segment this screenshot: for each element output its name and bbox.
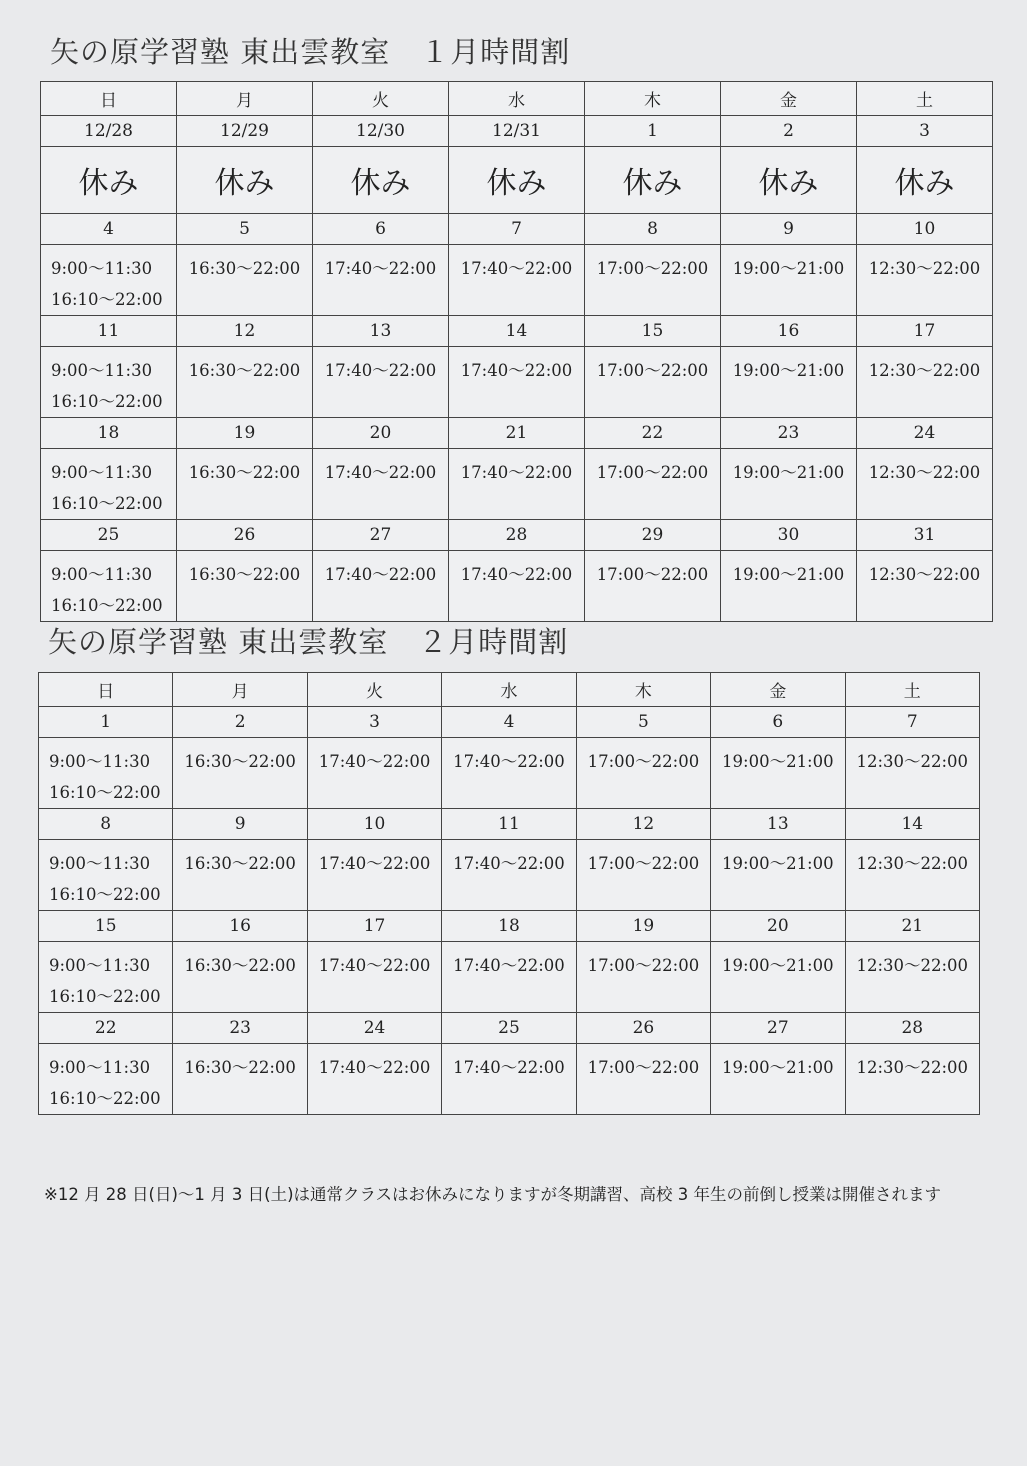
- date-cell: 25: [442, 1013, 576, 1044]
- date-cell: 11: [442, 809, 576, 840]
- time-slot: 19:00〜21:00: [722, 956, 834, 975]
- time-slot: 17:40〜22:00: [324, 565, 437, 584]
- schedule-cell: [307, 840, 441, 911]
- time-slot: 17:40〜22:00: [324, 361, 437, 380]
- date-cell: 21: [845, 911, 979, 942]
- time-slot: 9:00〜11:30: [51, 565, 153, 584]
- time-slot: 17:00〜22:00: [596, 463, 709, 482]
- date-cell: 1: [39, 707, 173, 738]
- schedule-cell: [711, 840, 845, 911]
- weekday-header: 金: [721, 82, 857, 116]
- schedule-cell: [845, 738, 979, 809]
- date-cell: 12/30: [313, 116, 449, 147]
- date-cell: 6: [711, 707, 845, 738]
- time-slot: 休み: [894, 166, 955, 201]
- date-cell: 20: [313, 418, 449, 449]
- time-slot: 19:00〜21:00: [722, 1058, 834, 1077]
- schedule-cell: [173, 942, 307, 1013]
- weekday-header: 木: [585, 82, 721, 116]
- date-cell: 7: [449, 214, 585, 245]
- time-slot: 16:30〜22:00: [184, 1058, 296, 1077]
- time-slot: 16:30〜22:00: [188, 463, 301, 482]
- schedule-cell: [857, 245, 993, 316]
- date-cell: 13: [313, 316, 449, 347]
- schedule-cell: [41, 449, 177, 520]
- schedule-row: [41, 551, 993, 622]
- schedule-cell: [449, 449, 585, 520]
- date-cell: 7: [845, 707, 979, 738]
- holiday-cell: [313, 147, 449, 214]
- date-cell: 10: [307, 809, 441, 840]
- date-cell: 15: [39, 911, 173, 942]
- date-cell: 6: [313, 214, 449, 245]
- time-slot: 17:40〜22:00: [460, 259, 573, 278]
- date-cell: 18: [41, 418, 177, 449]
- time-slot: 19:00〜21:00: [722, 854, 834, 873]
- time-slot: 19:00〜21:00: [732, 259, 845, 278]
- weekday-header: 土: [857, 82, 993, 116]
- date-cell: 2: [173, 707, 307, 738]
- schedule-cell: [442, 942, 576, 1013]
- date-cell: 8: [585, 214, 721, 245]
- time-slot: 12:30〜22:00: [856, 1058, 969, 1077]
- date-cell: 12/28: [41, 116, 177, 147]
- time-slot: 休み: [622, 166, 683, 201]
- time-slot: 16:10〜22:00: [51, 290, 163, 309]
- time-slot: 17:40〜22:00: [318, 752, 431, 771]
- schedule-cell: [857, 347, 993, 418]
- time-slot: 12:30〜22:00: [868, 565, 981, 584]
- date-cell: 23: [173, 1013, 307, 1044]
- time-slot: 17:00〜22:00: [587, 752, 700, 771]
- january-timetable: [40, 81, 993, 622]
- schedule-row: [39, 738, 980, 809]
- time-slot: 12:30〜22:00: [868, 361, 981, 380]
- time-slot: 9:00〜11:30: [49, 1058, 151, 1077]
- time-slot: 19:00〜21:00: [732, 361, 845, 380]
- date-cell: 13: [711, 809, 845, 840]
- schedule-cell: [177, 449, 313, 520]
- date-row: [39, 1013, 980, 1044]
- date-cell: 16: [173, 911, 307, 942]
- date-cell: 3: [307, 707, 441, 738]
- time-slot: 16:10〜22:00: [49, 885, 161, 904]
- time-slot: 17:40〜22:00: [453, 956, 565, 975]
- date-cell: 9: [173, 809, 307, 840]
- schedule-cell: [313, 347, 449, 418]
- date-cell: 12/29: [177, 116, 313, 147]
- weekday-header: 日: [39, 673, 173, 707]
- date-cell: 9: [721, 214, 857, 245]
- time-slot: 17:40〜22:00: [453, 1058, 565, 1077]
- weekday-header: 火: [307, 673, 441, 707]
- schedule-cell: [585, 449, 721, 520]
- weekday-header: 月: [173, 673, 307, 707]
- time-slot: 12:30〜22:00: [868, 463, 981, 482]
- schedule-row: [41, 147, 993, 214]
- time-slot: 9:00〜11:30: [51, 259, 153, 278]
- time-slot: 16:30〜22:00: [188, 259, 301, 278]
- date-cell: 20: [711, 911, 845, 942]
- date-cell: 19: [177, 418, 313, 449]
- schedule-row: [41, 347, 993, 418]
- time-slot: 休み: [758, 166, 819, 201]
- time-slot: 17:40〜22:00: [318, 1058, 431, 1077]
- schedule-cell: [711, 1044, 845, 1115]
- time-slot: 16:10〜22:00: [49, 987, 161, 1006]
- schedule-cell: [576, 840, 710, 911]
- time-slot: 17:00〜22:00: [587, 956, 700, 975]
- date-cell: 17: [857, 316, 993, 347]
- schedule-cell: [442, 738, 576, 809]
- february-title: 矢の原学習塾 東出雲教室 ２月時間割: [48, 625, 569, 659]
- date-cell: 1: [585, 116, 721, 147]
- time-slot: 16:10〜22:00: [51, 596, 163, 615]
- schedule-cell: [449, 347, 585, 418]
- schedule-cell: [845, 942, 979, 1013]
- schedule-cell: [313, 245, 449, 316]
- weekday-header: 木: [576, 673, 710, 707]
- weekday-header: 水: [449, 82, 585, 116]
- date-cell: 5: [177, 214, 313, 245]
- schedule-cell: [313, 551, 449, 622]
- date-cell: 14: [845, 809, 979, 840]
- date-cell: 10: [857, 214, 993, 245]
- date-cell: 18: [442, 911, 576, 942]
- time-slot: 16:30〜22:00: [188, 361, 301, 380]
- time-slot: 17:40〜22:00: [318, 956, 431, 975]
- date-cell: 22: [39, 1013, 173, 1044]
- time-slot: 17:40〜22:00: [460, 463, 573, 482]
- february-timetable: [38, 672, 980, 1115]
- time-slot: 休み: [78, 166, 139, 201]
- schedule-cell: [41, 551, 177, 622]
- schedule-cell: [857, 551, 993, 622]
- date-cell: 28: [449, 520, 585, 551]
- date-cell: 12: [177, 316, 313, 347]
- date-cell: 4: [442, 707, 576, 738]
- date-cell: 21: [449, 418, 585, 449]
- date-cell: 26: [177, 520, 313, 551]
- date-cell: 22: [585, 418, 721, 449]
- time-slot: 16:10〜22:00: [51, 392, 163, 411]
- time-slot: 16:10〜22:00: [51, 494, 163, 513]
- schedule-row: [39, 942, 980, 1013]
- time-slot: 休み: [486, 166, 547, 201]
- time-slot: 休み: [214, 166, 275, 201]
- schedule-cell: [173, 840, 307, 911]
- time-slot: 17:00〜22:00: [596, 361, 709, 380]
- date-cell: 19: [576, 911, 710, 942]
- schedule-row: [39, 840, 980, 911]
- date-cell: 30: [721, 520, 857, 551]
- time-slot: 17:40〜22:00: [460, 565, 573, 584]
- schedule-cell: [449, 551, 585, 622]
- weekday-header: 日: [41, 82, 177, 116]
- weekday-header: 月: [177, 82, 313, 116]
- date-cell: 28: [845, 1013, 979, 1044]
- time-slot: 12:30〜22:00: [856, 752, 969, 771]
- holiday-cell: [721, 147, 857, 214]
- weekday-header: 土: [845, 673, 979, 707]
- date-cell: 2: [721, 116, 857, 147]
- schedule-cell: [173, 1044, 307, 1115]
- schedule-cell: [585, 551, 721, 622]
- date-row: [39, 911, 980, 942]
- schedule-cell: [307, 942, 441, 1013]
- weekday-header: 金: [711, 673, 845, 707]
- schedule-cell: [721, 245, 857, 316]
- schedule-cell: [177, 551, 313, 622]
- date-cell: 16: [721, 316, 857, 347]
- time-slot: 16:10〜22:00: [49, 783, 161, 802]
- schedule-cell: [39, 1044, 173, 1115]
- schedule-cell: [576, 942, 710, 1013]
- time-slot: 17:00〜22:00: [587, 1058, 700, 1077]
- schedule-row: [41, 245, 993, 316]
- date-row: [41, 520, 993, 551]
- date-row: [41, 214, 993, 245]
- date-cell: 26: [576, 1013, 710, 1044]
- date-cell: 12/31: [449, 116, 585, 147]
- footnote: ※12 月 28 日(日)〜1 月 3 日(土)は通常クラスはお休みになりますが冬期講習、高校 3 年生の前倒し授業は開催されます: [44, 1185, 942, 1204]
- schedule-cell: [721, 551, 857, 622]
- holiday-cell: [177, 147, 313, 214]
- time-slot: 17:40〜22:00: [460, 361, 573, 380]
- time-slot: 12:30〜22:00: [856, 854, 969, 873]
- date-cell: 4: [41, 214, 177, 245]
- date-row: [41, 116, 993, 147]
- schedule-cell: [585, 245, 721, 316]
- time-slot: 16:30〜22:00: [184, 752, 296, 771]
- schedule-cell: [711, 738, 845, 809]
- schedule-cell: [177, 245, 313, 316]
- schedule-cell: [173, 738, 307, 809]
- date-cell: 17: [307, 911, 441, 942]
- date-row: [39, 809, 980, 840]
- schedule-row: [39, 1044, 980, 1115]
- date-row: [41, 418, 993, 449]
- schedule-cell: [39, 738, 173, 809]
- date-cell: 24: [857, 418, 993, 449]
- schedule-cell: [307, 738, 441, 809]
- weekday-header-row: [41, 82, 993, 116]
- schedule-cell: [857, 449, 993, 520]
- time-slot: 16:30〜22:00: [184, 854, 296, 873]
- time-slot: 12:30〜22:00: [856, 956, 969, 975]
- time-slot: 9:00〜11:30: [51, 361, 153, 380]
- time-slot: 17:00〜22:00: [596, 565, 709, 584]
- date-row: [39, 707, 980, 738]
- schedule-cell: [177, 347, 313, 418]
- holiday-cell: [449, 147, 585, 214]
- schedule-cell: [449, 245, 585, 316]
- date-cell: 29: [585, 520, 721, 551]
- date-cell: 27: [313, 520, 449, 551]
- time-slot: 19:00〜21:00: [732, 565, 845, 584]
- time-slot: 16:30〜22:00: [184, 956, 296, 975]
- time-slot: 17:40〜22:00: [324, 463, 437, 482]
- january-title: 矢の原学習塾 東出雲教室 １月時間割: [50, 35, 571, 69]
- schedule-cell: [41, 245, 177, 316]
- schedule-cell: [313, 449, 449, 520]
- time-slot: 16:30〜22:00: [188, 565, 301, 584]
- schedule-cell: [845, 840, 979, 911]
- holiday-cell: [857, 147, 993, 214]
- date-cell: 31: [857, 520, 993, 551]
- schedule-cell: [307, 1044, 441, 1115]
- schedule-cell: [39, 840, 173, 911]
- schedule-cell: [721, 347, 857, 418]
- schedule-cell: [585, 347, 721, 418]
- date-cell: 5: [576, 707, 710, 738]
- schedule-cell: [721, 449, 857, 520]
- date-cell: 12: [576, 809, 710, 840]
- time-slot: 休み: [350, 166, 411, 201]
- time-slot: 9:00〜11:30: [51, 463, 153, 482]
- time-slot: 17:40〜22:00: [318, 854, 431, 873]
- date-cell: 15: [585, 316, 721, 347]
- time-slot: 19:00〜21:00: [722, 752, 834, 771]
- time-slot: 12:30〜22:00: [868, 259, 981, 278]
- time-slot: 17:40〜22:00: [453, 752, 565, 771]
- weekday-header: 火: [313, 82, 449, 116]
- schedule-cell: [41, 347, 177, 418]
- date-cell: 14: [449, 316, 585, 347]
- schedule-row: [41, 449, 993, 520]
- schedule-cell: [442, 1044, 576, 1115]
- schedule-cell: [576, 738, 710, 809]
- schedule-cell: [39, 942, 173, 1013]
- date-cell: 24: [307, 1013, 441, 1044]
- time-slot: 17:00〜22:00: [596, 259, 709, 278]
- date-row: [41, 316, 993, 347]
- time-slot: 17:40〜22:00: [453, 854, 565, 873]
- schedule-cell: [442, 840, 576, 911]
- holiday-cell: [585, 147, 721, 214]
- time-slot: 9:00〜11:30: [49, 956, 151, 975]
- time-slot: 9:00〜11:30: [49, 752, 151, 771]
- time-slot: 17:40〜22:00: [324, 259, 437, 278]
- date-cell: 11: [41, 316, 177, 347]
- holiday-cell: [41, 147, 177, 214]
- time-slot: 17:00〜22:00: [587, 854, 700, 873]
- weekday-header-row: [39, 673, 980, 707]
- time-slot: 19:00〜21:00: [732, 463, 845, 482]
- schedule-cell: [845, 1044, 979, 1115]
- time-slot: 16:10〜22:00: [49, 1089, 161, 1108]
- date-cell: 3: [857, 116, 993, 147]
- schedule-cell: [576, 1044, 710, 1115]
- date-cell: 23: [721, 418, 857, 449]
- schedule-cell: [711, 942, 845, 1013]
- weekday-header: 水: [442, 673, 576, 707]
- date-cell: 8: [39, 809, 173, 840]
- date-cell: 27: [711, 1013, 845, 1044]
- time-slot: 9:00〜11:30: [49, 854, 151, 873]
- date-cell: 25: [41, 520, 177, 551]
